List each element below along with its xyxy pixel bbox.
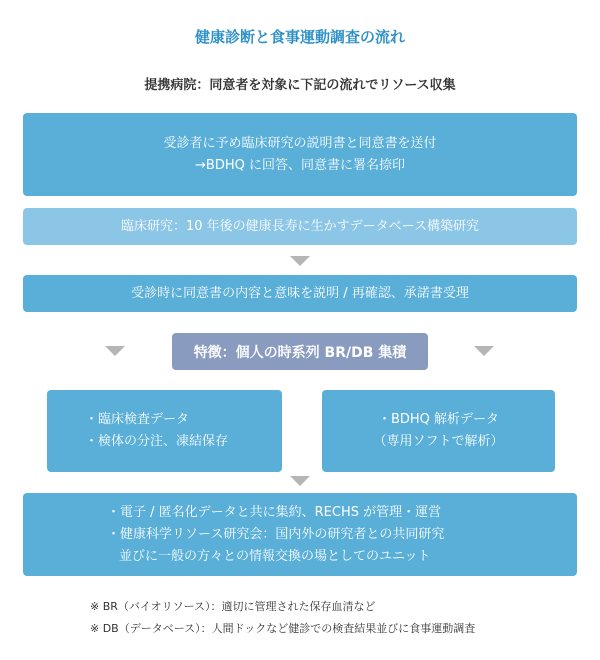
final-line1: ・電子 / 匿名化データと共に集約、RECHS が管理・運営 xyxy=(107,504,442,520)
final-line3: 並びに一般の方々との情報交換の場としてのユニット xyxy=(119,548,431,564)
consent-step-line2: →BDHQ に回答、同意書に署名捺印 xyxy=(195,157,405,173)
note-db: ※ DB（データベース）：人間ドックなど健診での検査結果並びに食事運動調査 xyxy=(90,622,476,635)
right-arrow-icon xyxy=(474,346,494,356)
left-arrow-icon xyxy=(105,346,125,356)
research-step-text: 臨床研究：10 年後の健康長寿に生かすデータベース構築研究 xyxy=(120,218,480,234)
note-br: ※ BR（バイオリソース）：適切に管理された保存血清など xyxy=(90,600,376,613)
clinical-data-box xyxy=(47,390,282,472)
final-line2: ・健康科学リソース研究会：国内外の研究者との共同研究 xyxy=(107,526,445,542)
down-arrow-icon xyxy=(290,476,310,486)
bdhq-data-box xyxy=(322,390,555,472)
bdhq-item1: ・BDHQ 解析データ xyxy=(377,412,500,427)
page-subtitle: 提携病院：同意者を対象に下記の流れでリソース収集 xyxy=(144,78,456,93)
clinical-item1: ・臨床検査データ xyxy=(85,412,190,427)
consent-step-line1: 受診者に予め臨床研究の説明書と同意書を送付 xyxy=(163,135,437,151)
consent-step-box xyxy=(23,113,577,196)
explain-step-box xyxy=(23,275,577,312)
bdhq-item2: （専用ソフトで解析） xyxy=(373,434,504,449)
down-arrow-icon xyxy=(290,256,310,266)
explain-step-text: 受診時に同意書の内容と意味を説明 / 再確認、承諾書受理 xyxy=(131,285,469,301)
clinical-item2: ・検体の分注、凍結保存 xyxy=(85,434,229,449)
page-title: 健康診断と食事運動調査の流れ xyxy=(194,28,405,46)
research-step-box xyxy=(23,208,577,245)
final-summary-box xyxy=(23,493,577,576)
feature-box: 特徴：個人の時系列 BR/DB 集積 xyxy=(172,333,428,370)
